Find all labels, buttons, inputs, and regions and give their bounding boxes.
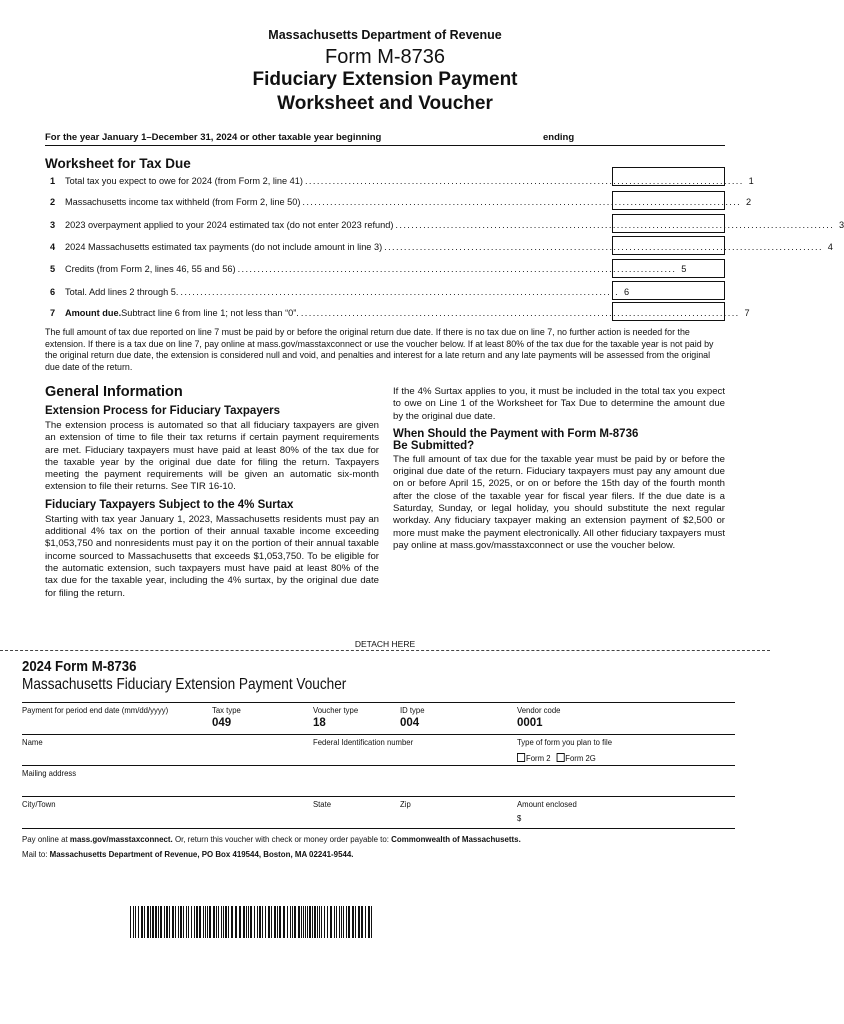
barcode-bar (186, 906, 187, 938)
barcode-bar (358, 906, 360, 938)
worksheet-heading: Worksheet for Tax Due (45, 156, 191, 171)
pay-online-link[interactable]: mass.gov/masstaxconnect. (69, 834, 173, 844)
barcode-bar (305, 906, 306, 938)
barcode-bar (341, 906, 342, 938)
barcode-bar (319, 906, 320, 938)
tax-type-value: 049 (212, 717, 232, 729)
payment-timing-heading-2: Be Submitted? (393, 439, 475, 452)
name-field[interactable] (22, 748, 302, 762)
vendor-code-label: Vendor code (517, 705, 561, 715)
barcode-bar (133, 906, 134, 938)
line-3-amount-field[interactable] (612, 214, 725, 233)
payment-timing-heading-1: When Should the Payment with Form M-8736 (393, 427, 639, 440)
barcode-bar (141, 906, 143, 938)
payment-timing-text: The full amount of tax due for the taxable year must be paid by or before the original due date of the return. Fiduciary taxpayers must pay any amount due on or before April 15, 2025, or on or before the 15th day of the fourth month after the close of the taxable year for fiscal year filers. If the due date is a Saturday, Sunday, or legal holiday, you should substitute the next regular workday. Any fiduciary taxpayer making an extension payment of $2,500 or more must make the payment electronically. All other fiduciary taxpayers must pay online at mass.gov/masstaxconnect or use the voucher below. (393, 453, 725, 551)
barcode-bar (259, 906, 261, 938)
state-field[interactable] (313, 810, 393, 824)
barcode-bar (246, 906, 247, 938)
line-number: 5 (50, 264, 56, 274)
barcode-bar (292, 906, 293, 938)
barcode-bar (334, 906, 335, 938)
barcode-bar (221, 906, 222, 938)
barcode-bar (203, 906, 204, 938)
form-2g-label: Form 2G (565, 753, 596, 763)
voucher-rule (22, 828, 735, 829)
worksheet-line-2: 2 Massachusetts income tax withheld (from Form 2, line 50) ............................................................................................................... 2 (45, 197, 610, 211)
mailing-address-field[interactable] (22, 779, 722, 793)
tax-year-label: For the year January 1–December 31, 2024 or other taxable year beginning (45, 132, 382, 143)
detach-line (0, 650, 770, 651)
city-label: City/Town (22, 799, 56, 809)
barcode-bar (160, 906, 162, 938)
barcode-bar (180, 906, 182, 938)
mail-to-prefix: Mail to: (22, 849, 50, 859)
line-5-amount-field[interactable] (612, 259, 725, 278)
barcode-bar (365, 906, 366, 938)
line-number: 6 (50, 287, 56, 297)
line-text-bold: Amount due. (65, 308, 122, 318)
barcode-bar (257, 906, 258, 938)
voucher-subtitle: Massachusetts Fiduciary Extension Payment Voucher (22, 676, 347, 693)
barcode-bar (199, 906, 201, 938)
barcode-bar (355, 906, 356, 938)
line-ref: 5 (681, 264, 687, 274)
barcode-bar (314, 906, 316, 938)
barcode-bar (225, 906, 227, 938)
barcode-bar (283, 906, 285, 938)
barcode-bar (231, 906, 233, 938)
mail-to-text (22, 849, 353, 859)
voucher-rule (22, 765, 735, 766)
mail-to-address: Massachusetts Department of Revenue, PO Box 419544, Boston, MA 02241-9544. (49, 849, 354, 859)
worksheet-note: The full amount of tax due reported on line 7 must be paid by or before the original return due date. If there is no tax due on line 7, no further action is needed for the extension. If there is a tax due on line 7, pay online at mass.gov/masstaxconnect or use the voucher below. If at least 80% of the tax due for the taxable year is not paid by the original return due date, the extension is considered null and void, and penalties and interest for a late return and any late payments will be assessed from the original due date of the return. (45, 327, 714, 372)
barcode-bar (205, 906, 206, 938)
line-text: 2024 Massachusetts estimated tax payments (do not include amount in line 3) (65, 242, 383, 252)
mailing-address-label: Mailing address (22, 768, 77, 778)
line-text: Subtract line 6 from line 1; not less than “0”. (121, 308, 299, 318)
barcode-bar (265, 906, 266, 938)
period-end-field[interactable] (22, 716, 202, 730)
barcode-bar (164, 906, 165, 938)
line-number: 1 (50, 176, 56, 186)
payable-to: Commonwealth of Massachusetts. (391, 834, 521, 844)
extension-process-heading: Extension Process for Fiduciary Taxpayers (45, 405, 280, 417)
id-type-value: 004 (400, 717, 420, 729)
barcode-bar (135, 906, 136, 938)
barcode-bar (178, 906, 179, 938)
surtax-heading: Fiduciary Taxpayers Subject to the 4% Surtax (45, 498, 294, 511)
voucher-type-value: 18 (313, 717, 326, 729)
period-end-label: Payment for period end date (mm/dd/yyyy) (22, 705, 169, 715)
barcode-bar (346, 906, 347, 938)
id-type-label: ID type (400, 705, 425, 715)
voucher-title: 2024 Form M-8736 (22, 658, 137, 675)
barcode-bar (287, 906, 288, 938)
barcode-bar (213, 906, 215, 938)
dollar-sign: $ (517, 813, 522, 823)
zip-label: Zip (400, 799, 411, 809)
barcode-bar (317, 906, 318, 938)
barcode-bar (330, 906, 332, 938)
tax-year-line (45, 132, 725, 146)
barcode-bar (336, 906, 337, 938)
name-label: Name (22, 737, 43, 747)
worksheet-line-5: 5 Credits (from Form 2, lines 46, 55 and 56) ............................................................................................................... 5 (45, 264, 610, 278)
worksheet-line-1: 1 Total tax you expect to owe for 2024 (from Form 2, line 41) ............................................................................................................... 1 (45, 176, 610, 190)
voucher-rule (22, 796, 735, 797)
barcode-bar (312, 906, 313, 938)
form-type-label: Type of form you plan to file (517, 737, 613, 747)
voucher-rule (22, 734, 735, 735)
line-6-amount-field[interactable] (612, 281, 725, 300)
barcode-bar (218, 906, 219, 938)
barcode-bar (194, 906, 195, 938)
pay-online-mid: Or, return this voucher with check or money order payable to: (172, 834, 392, 844)
barcode-bar (301, 906, 302, 938)
barcode-bar (248, 906, 249, 938)
zip-field[interactable] (400, 810, 500, 824)
extension-process-text: The extension process is automated so that all fiduciary taxpayers are given an extension of time to file their tax returns if certain payment requirements are met. Fiduciary taxpayers must have paid at least 80% of the tax due for the taxable year by the original due date for filing the return. Taxpayers meeting the payment requirements will be given an automatic six-month extension to file their returns. See TIR 16-10. (45, 420, 379, 493)
barcode-bar (239, 906, 241, 938)
surtax-text: Starting with tax year January 1, 2023, Massachusetts residents must pay an additional 4% tax on the portion of their annual taxable income exceeding $1,053,750 and nonresidents must pay it on the portion of their annual taxable income sourced to Massachusetts that exceeds $1,053,750. To be eligible for the automatic extension, such taxpayers must have paid at least 80% of the tax due for the taxable year, including the 4% surtax, by the original due date for filing the return. (45, 513, 379, 599)
amount-enclosed-field[interactable] (525, 810, 725, 824)
voucher-rule (22, 702, 735, 703)
barcode-bar (155, 906, 157, 938)
ending-label: ending (543, 132, 575, 143)
barcode-bar (294, 906, 296, 938)
barcode-bar (371, 906, 372, 938)
barcode-bar (303, 906, 304, 938)
form-2-checkbox[interactable] (517, 753, 525, 762)
left-column (45, 405, 379, 600)
line-1-amount-field[interactable] (612, 167, 725, 186)
barcode-bar (243, 906, 245, 938)
barcode-bar (298, 906, 300, 938)
worksheet-line-7: 7 Amount due. Subtract line 6 from line 1; not less than “0”. ............................................................................................................... 7 (45, 308, 610, 322)
barcode-bar (207, 906, 208, 938)
barcode-bar (352, 906, 354, 938)
line-number: 2 (50, 197, 56, 207)
line-ref: 2 (746, 197, 752, 207)
barcode-bar (307, 906, 308, 938)
line-number: 7 (50, 308, 56, 318)
barcode-bar (368, 906, 370, 938)
line-ref: 6 (624, 287, 630, 297)
barcode-bar (250, 906, 252, 938)
right-column (393, 386, 725, 552)
state-label: State (313, 799, 332, 809)
general-info-heading: General Information (45, 384, 183, 400)
barcode-bar (324, 906, 325, 938)
barcode-bar (144, 906, 145, 938)
line-number: 4 (50, 242, 56, 252)
barcode-bar (150, 906, 151, 938)
department-name: Massachusetts Department of Revenue (268, 28, 502, 42)
line-text: Total. Add lines 2 through 5. (65, 287, 179, 297)
barcode-bar (228, 906, 229, 938)
fein-label: Federal Identification number (313, 737, 414, 747)
line-ref: 4 (827, 242, 833, 252)
worksheet-line-4: 4 2024 Massachusetts estimated tax payments (do not include amount in line 3) ............................................................................................................... 4 (45, 242, 610, 256)
line-number: 3 (50, 220, 56, 230)
pay-online-prefix: Pay online at (22, 834, 70, 844)
barcode-bar (138, 906, 139, 938)
line-7-amount-field[interactable] (612, 302, 725, 321)
barcode-bar (166, 906, 168, 938)
barcode-bar (361, 906, 363, 938)
barcode-bar (290, 906, 291, 938)
barcode-bar (191, 906, 192, 938)
barcode-bar (327, 906, 328, 938)
barcode-bar (172, 906, 174, 938)
barcode-bar (235, 906, 237, 938)
amount-enclosed-label: Amount enclosed (517, 799, 577, 809)
form-2-label: Form 2 (526, 753, 551, 763)
form-number: Form M-8736 (324, 46, 446, 68)
line-ref: 7 (744, 308, 750, 318)
line-4-amount-field[interactable] (612, 236, 725, 255)
barcode-bar (321, 906, 322, 938)
pay-online-text (22, 834, 521, 844)
barcode-bar (262, 906, 263, 938)
line-2-amount-field[interactable] (612, 191, 725, 210)
form-2g-checkbox[interactable] (556, 753, 564, 762)
line-text: Total tax you expect to owe for 2024 (from Form 2, line 41) (65, 176, 303, 186)
barcode-bar (147, 906, 149, 938)
barcode-bar (279, 906, 281, 938)
line-text: Massachusetts income tax withheld (from Form 2, line 50) (65, 197, 301, 207)
barcode-bar (158, 906, 159, 938)
barcode-bar (343, 906, 344, 938)
form-type-options (517, 753, 596, 763)
city-field[interactable] (22, 810, 302, 824)
fein-field[interactable] (313, 748, 503, 762)
barcode-bar (268, 906, 270, 938)
barcode-bar (348, 906, 350, 938)
barcode-bar (188, 906, 189, 938)
line-text: Credits (from Form 2, lines 46, 55 and 56) (65, 264, 236, 274)
barcode-bar (274, 906, 276, 938)
barcode-bar (216, 906, 217, 938)
tax-type-label: Tax type (212, 705, 241, 715)
barcode-bar (175, 906, 176, 938)
line-ref: 1 (748, 176, 754, 186)
barcode-bar (209, 906, 211, 938)
worksheet-line-6: 6 Total. Add lines 2 through 5. ............................................................................................................... 6 (45, 287, 610, 301)
barcode-bar (254, 906, 255, 938)
form-title-line2: Worksheet and Voucher (277, 93, 493, 114)
surtax-note: If the 4% Surtax applies to you, it must be included in the total tax you expect to owe on Line 1 of the Worksheet for Tax Due to determine the amount due by the original due date. (393, 386, 725, 422)
line-ref: 3 (839, 220, 844, 230)
line-text: 2023 overpayment applied to your 2024 estimated tax (do not enter 2023 refund) (65, 220, 394, 230)
barcode-bar (183, 906, 184, 938)
detach-label: DETACH HERE (354, 639, 416, 649)
barcode-bar (277, 906, 278, 938)
barcode-bar (339, 906, 340, 938)
barcode-bar (309, 906, 311, 938)
barcode-bar (152, 906, 154, 938)
vendor-code-value: 0001 (517, 717, 543, 729)
voucher-type-label: Voucher type (313, 705, 359, 715)
worksheet-line-3: 3 2023 overpayment applied to your 2024 estimated tax (do not enter 2023 refund) ............................................................................................................... 3 (45, 220, 610, 234)
barcode-bar (271, 906, 272, 938)
form-title-line1: Fiduciary Extension Payment (252, 69, 518, 90)
barcode-bar (169, 906, 170, 938)
barcode-bar (223, 906, 224, 938)
barcode-image (130, 906, 375, 938)
barcode-bar (196, 906, 198, 938)
barcode-bar (130, 906, 131, 938)
